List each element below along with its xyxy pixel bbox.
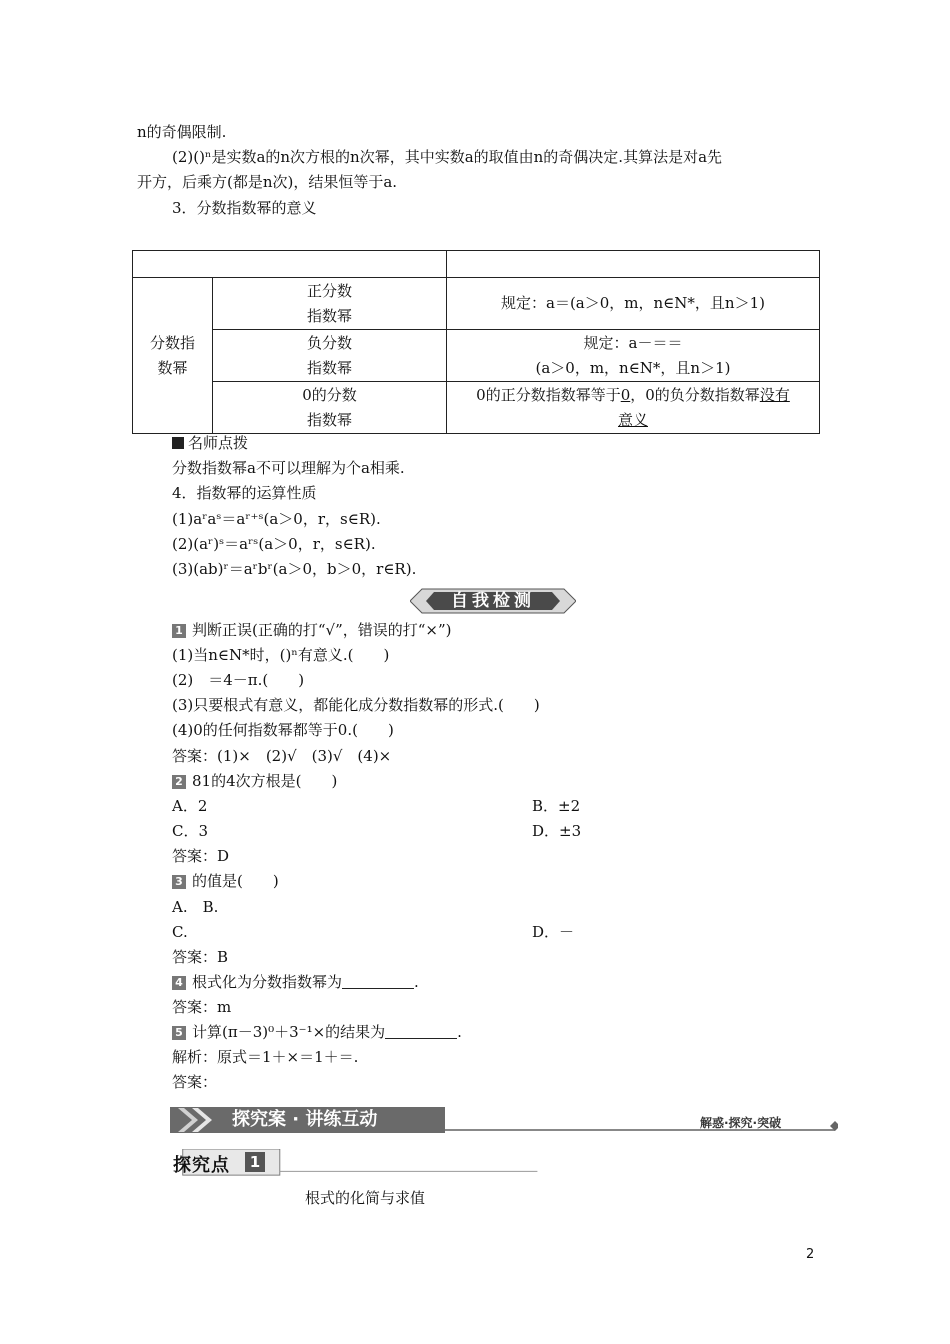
q1-stem-text: 判断正误(正确的打“√”，错误的打“×”): [192, 621, 452, 639]
type-positive-l2: 指数幂: [306, 306, 352, 325]
property-1: (1)aʳaˢ＝aʳ⁺ˢ(a＞0，r，s∈R).: [172, 510, 381, 528]
q3-option-d: D．－: [532, 923, 575, 941]
q1-stem: [172, 620, 452, 640]
q5-answer: 答案：: [172, 1073, 218, 1091]
q1-item-3: (3)只要根式有意义，都能化成分数指数幂的形式.( ): [172, 696, 540, 714]
row-header-l1: 分数指: [149, 333, 195, 352]
q5-tail: .: [457, 1023, 462, 1041]
type-zero-l2: 指数幂: [306, 410, 352, 429]
q2-stem: [172, 771, 337, 791]
section-4-title: 4．指数幂的运算性质: [172, 484, 317, 502]
rule-zero-text-c: ，0的负分数指数幂: [630, 385, 760, 404]
banner-title: 自我检测: [451, 591, 535, 611]
tip-text: 分数指数幂a不可以理解为个a相乘.: [172, 459, 405, 477]
row-header-cell: [133, 278, 213, 434]
q2-option-a: A．2: [172, 797, 208, 815]
q3-answer: 答案：B: [172, 948, 229, 966]
q5-answer-blank: [385, 1024, 457, 1039]
q2-number-badge: 2: [172, 775, 186, 789]
q4-tail: .: [414, 973, 419, 991]
type-negative-l1: 负分数: [306, 333, 352, 352]
section-3-title: 3．分数指数幂的意义: [172, 199, 317, 217]
q4-answer: 答案：m: [172, 998, 232, 1016]
tip-title-text: 名师点拨: [188, 434, 249, 452]
type-cell-negative: [213, 330, 447, 382]
rule-cell-positive: [447, 278, 820, 330]
q4-stem: [172, 972, 419, 992]
rule-zero-answer-none: 没有: [759, 385, 790, 404]
fractional-exponent-table: [132, 250, 820, 434]
tip-title: [172, 433, 248, 453]
property-2: (2)(aʳ)ˢ＝aʳˢ(a＞0，r，s∈R).: [172, 535, 376, 553]
intro-line-2: (2)()ⁿ是实数a的n次方根的n次幂，其中实数a的取值由n的奇偶决定.其算法是对a先: [172, 148, 723, 166]
q3-number-badge: 3: [172, 875, 186, 889]
type-cell-positive: [213, 278, 447, 330]
q1-answer: 答案：(1)× (2)√ (3)√ (4)×: [172, 747, 392, 765]
table-header-cell-left: [133, 251, 447, 278]
intro-line-1: n的奇偶限制.: [137, 123, 227, 141]
type-negative-l2: 指数幂: [306, 358, 352, 377]
q2-option-b: B．±2: [532, 797, 581, 815]
q5-analysis: 解析：原式＝1＋×＝1＋＝.: [172, 1048, 359, 1066]
q5-number-badge: 5: [172, 1026, 186, 1040]
explore-section-subtitle: 解惑·探究·突破: [700, 1116, 782, 1130]
rule-zero-answer-0: 0: [620, 385, 631, 404]
q3-stem-text: 的值是( ): [192, 872, 279, 890]
explore-point-label: 探究点: [173, 1155, 230, 1176]
q5-stem-text: 计算(π－3)⁰＋3⁻¹×的结果为: [192, 1023, 386, 1041]
q3-option-c: C.: [172, 923, 188, 941]
table-header-cell-right: [447, 251, 820, 278]
q4-stem-text: 根式化为分数指数幂为: [192, 973, 343, 991]
rule-zero-text-a: 0的正分数指数幂等于: [476, 385, 621, 404]
property-3: (3)(ab)ʳ＝aʳbʳ(a＞0，b＞0，r∈R).: [172, 560, 417, 578]
explore-point-number: 1: [245, 1152, 265, 1172]
q1-item-1: (1)当n∈N*时，()ⁿ有意义.( ): [172, 646, 390, 664]
q3-options-ab: A. B.: [172, 898, 219, 916]
rule-zero-l1: [453, 383, 813, 408]
q2-stem-text: 81的4次方根是( ): [192, 772, 338, 790]
rule-positive: 规定：a＝(a＞0，m，n∈N*，且n＞1): [501, 294, 765, 312]
intro-line-3: 开方，后乘方(都是n次)，结果恒等于a.: [137, 173, 398, 191]
rule-zero-l2: 意义: [617, 410, 648, 429]
type-cell-zero: [213, 382, 447, 434]
q2-option-d: D．±3: [532, 822, 582, 840]
rule-cell-negative: [447, 330, 820, 382]
q1-item-2: (2) ＝4－π.( ): [172, 671, 305, 689]
q4-answer-blank: [342, 974, 414, 989]
rule-negative-l2: (a＞0，m，n∈N*，且n＞1): [535, 358, 731, 377]
square-bullet-icon: [172, 437, 184, 449]
q1-number-badge: 1: [172, 624, 186, 638]
explore-section-title: 探究案 · 讲练互动: [232, 1109, 378, 1130]
q1-item-4: (4)0的任何指数幂都等于0.( ): [172, 721, 394, 739]
type-positive-l1: 正分数: [306, 281, 352, 300]
q3-stem: [172, 871, 279, 891]
rule-negative-l1: 规定：a－＝＝: [583, 333, 683, 352]
row-header-l2: 数幂: [157, 358, 188, 377]
page-number: 2: [806, 1247, 815, 1262]
explore-point-subtitle: 根式的化简与求值: [305, 1189, 426, 1207]
self-check-banner: [410, 587, 576, 615]
rule-cell-zero: [447, 382, 820, 434]
type-zero-l1: 0的分数: [302, 385, 357, 404]
q4-number-badge: 4: [172, 976, 186, 990]
q2-option-c: C．3: [172, 822, 209, 840]
q2-answer: 答案：D: [172, 847, 230, 865]
q5-stem: [172, 1022, 462, 1042]
